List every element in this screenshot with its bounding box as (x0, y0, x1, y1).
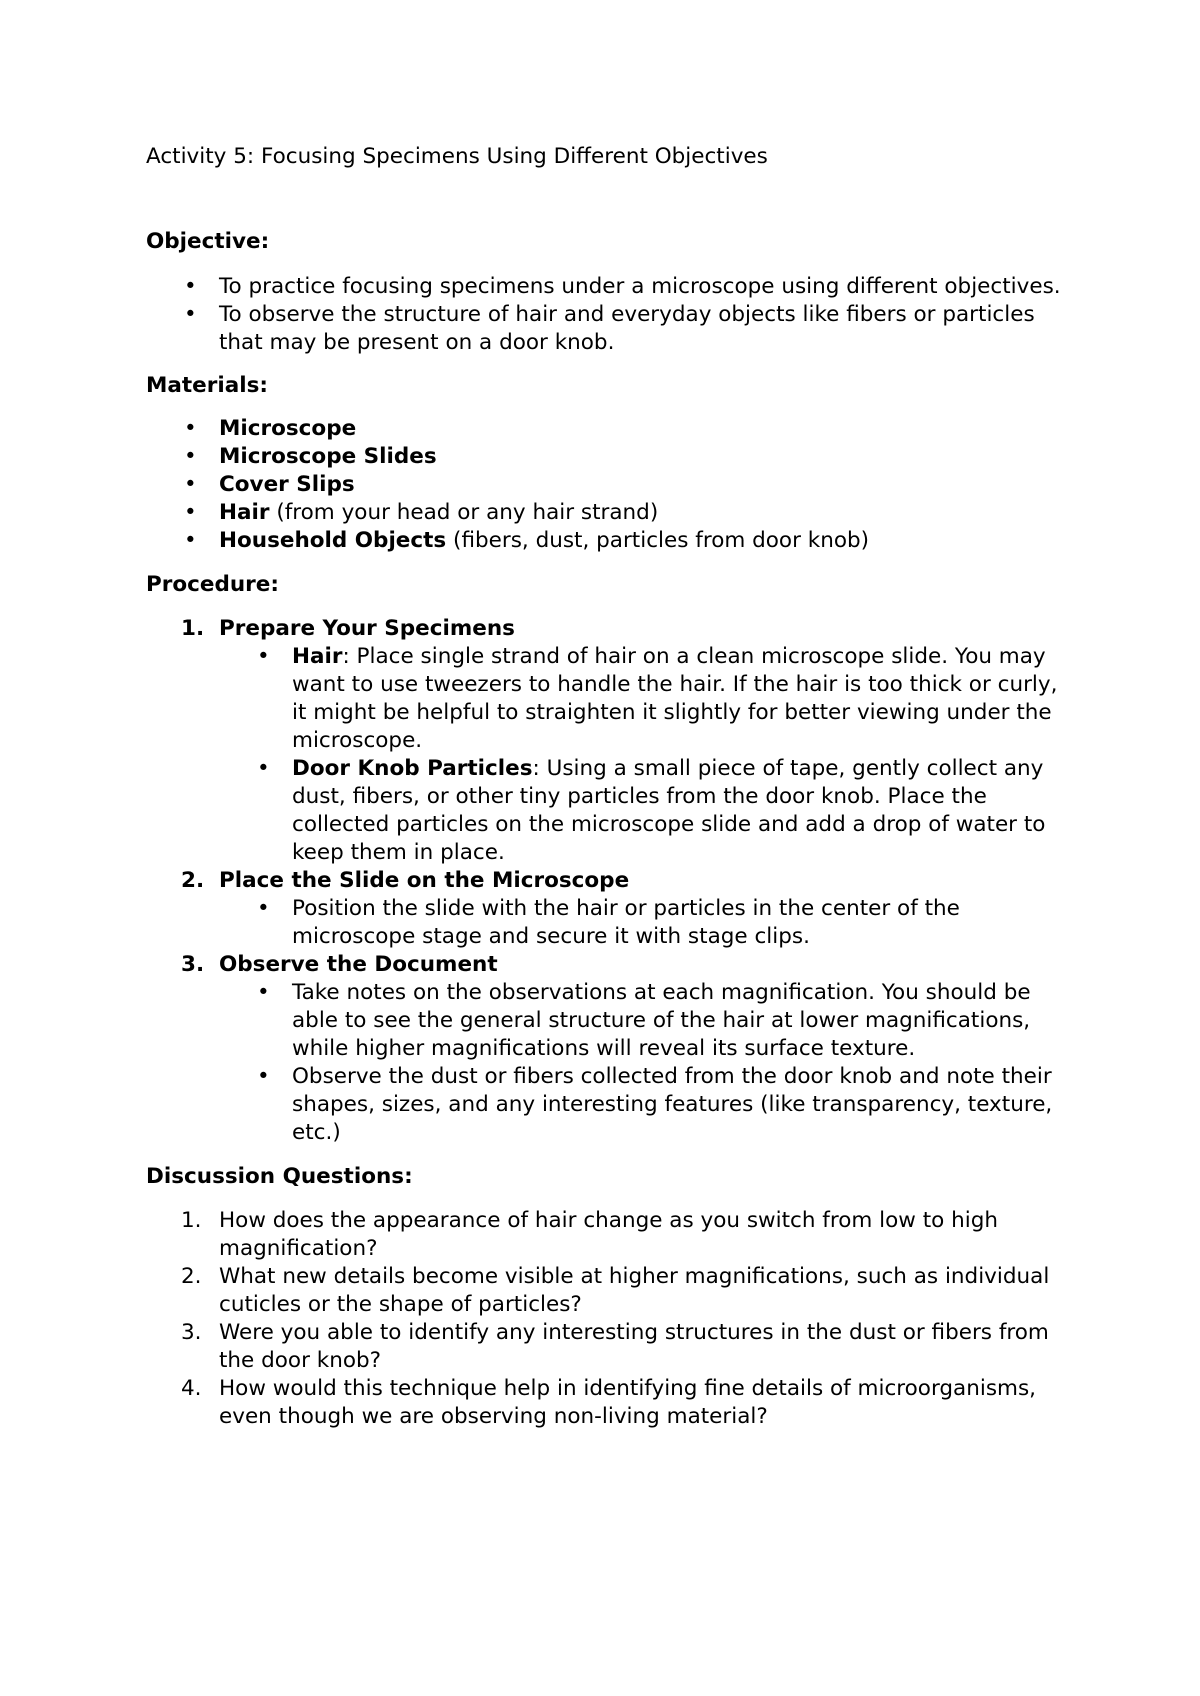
sub-item-label: Door Knob Particles (292, 756, 533, 781)
material-name: Microscope Slides (219, 444, 437, 469)
question-item (146, 1319, 1066, 1375)
material-detail: (fibers, dust, particles from door knob) (446, 528, 870, 553)
page-title: Activity 5: Focusing Specimens Using Different Objectives (146, 144, 768, 169)
question-text: How does the appearance of hair change as you switch from low to high magnification? (219, 1208, 999, 1261)
question-text: How would this technique help in identifying fine details of microorganisms, even though we are observing non-living material? (219, 1376, 1037, 1429)
procedure-list (146, 615, 1066, 1147)
list-item (146, 471, 1066, 499)
procedure-step (146, 615, 1066, 867)
procedure-step (146, 951, 1066, 1147)
objective-heading: Objective: (146, 229, 270, 254)
sub-item (219, 755, 1066, 867)
question-text: What new details become visible at higher magnifications, such as individual cuticles or the shape of particles? (219, 1264, 1050, 1317)
step-title: Observe the Document (219, 952, 498, 977)
list-item: • To observe the structure of hair and everyday objects like fibers or particles that may be present on a door knob. (146, 301, 1066, 357)
step-number: 1. (181, 616, 205, 641)
question-number: 3. (181, 1320, 202, 1345)
question-item (146, 1263, 1066, 1319)
discussion-list (146, 1207, 1066, 1431)
step-number: 2. (181, 868, 205, 893)
sub-item-text: : Using a small piece of tape, gently collect any dust, fibers, or other tiny particles from the door knob. Place the collected particles on the microscope slide and add a drop of water to keep them in place. (292, 756, 1046, 865)
question-number: 1. (181, 1208, 202, 1233)
materials-heading: Materials: (146, 373, 269, 398)
step-number: 3. (181, 952, 205, 977)
sub-item-text: Take notes on the observations at each magnification. You should be able to see the general structure of the hair at lower magnifications, while higher magnifications will reveal its surface texture. (292, 980, 1031, 1061)
discussion-heading: Discussion Questions: (146, 1164, 413, 1189)
sub-item-label: Hair (292, 644, 343, 669)
sub-item (219, 979, 1066, 1063)
procedure-heading: Procedure: (146, 572, 279, 597)
list-item (146, 443, 1066, 471)
objective-list (146, 273, 1066, 357)
list-item: • To practice focusing specimens under a microscope using different objectives. (146, 273, 1066, 301)
question-text: Were you able to identify any interesting structures in the dust or fibers from the door knob? (219, 1320, 1049, 1373)
step-title: Place the Slide on the Microscope (219, 868, 630, 893)
list-item (146, 527, 1066, 555)
step-sublist (219, 895, 1066, 951)
step-title: Prepare Your Specimens (219, 616, 515, 641)
step-sublist (219, 643, 1066, 867)
sub-item-text: Observe the dust or fibers collected from the door knob and note their shapes, sizes, and any interesting features (like transparency, texture, etc.) (292, 1064, 1053, 1145)
question-item (146, 1375, 1066, 1431)
sub-item (219, 643, 1066, 755)
question-number: 2. (181, 1264, 202, 1289)
document-page (146, 142, 1066, 1431)
question-item (146, 1207, 1066, 1263)
material-name: Cover Slips (219, 472, 355, 497)
step-sublist (219, 979, 1066, 1147)
list-item (146, 499, 1066, 527)
material-name: Microscope (219, 416, 357, 441)
materials-list (146, 415, 1066, 555)
material-name: Household Objects (219, 528, 447, 553)
sub-item-text: : Place single strand of hair on a clean microscope slide. You may want to use tweezers to handle the hair. If the hair is too thick or curly, it might be helpful to straighten it slightly for better viewing under the microscope. (292, 644, 1058, 753)
sub-item (219, 895, 1066, 951)
procedure-step (146, 867, 1066, 951)
sub-item-text: Position the slide with the hair or particles in the center of the microscope stage and secure it with stage clips. (292, 896, 960, 949)
material-name: Hair (219, 500, 270, 525)
material-detail: (from your head or any hair strand) (269, 500, 659, 525)
list-item (146, 415, 1066, 443)
sub-item (219, 1063, 1066, 1147)
question-number: 4. (181, 1376, 202, 1401)
